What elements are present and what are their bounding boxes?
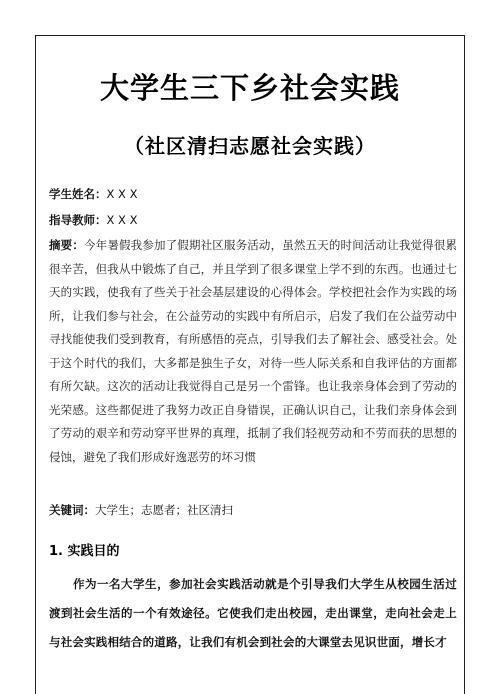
keywords	[49, 502, 233, 518]
keywords-label: 关键词：	[49, 503, 95, 517]
advisor-label: 指导教师：	[49, 213, 107, 227]
document-title: 大学生三下乡社会实践	[99, 71, 400, 105]
document-subtitle: （社区清扫志愿社会实践）	[124, 134, 376, 158]
advisor-value: X X X	[106, 213, 138, 227]
section-paragraph: 作为一名大学生，参加社会实践活动就是个引导我们大学生从校园生活过渡到社会生活的一个有效途径。它使我们走出校园，走出课堂，走向社会走上与社会实践相结合的道路，让我们有机会到社会的大课堂去见识世面，增长才	[49, 577, 457, 649]
abstract	[49, 234, 457, 469]
keywords-value: 大学生；志愿者；社区清扫	[95, 503, 233, 517]
advisor-field	[49, 212, 137, 228]
abstract-label: 摘要：	[49, 238, 84, 252]
student-name-label: 学生姓名：	[49, 187, 107, 201]
student-name-field	[49, 186, 137, 202]
section-heading: 1. 实践目的	[49, 544, 120, 559]
student-name-value: X X X	[106, 187, 138, 201]
abstract-text: 今年暑假我参加了假期社区服务活动，虽然五天的时间活动让我觉得很累很辛苦，但我从中锻炼了自己，并且学到了很多课堂上学不到的东西。也通过七天的实践，使我有了些关于社会基层建设的心得体会。学校把社会作为实践的场所，让我们参与社会，在公益劳动的实践中有所启示，启发了我们在公益劳动中寻找能使我们受到教育，有所感悟的亮点，引导我们去了解社会、感受社会。处于这个时代的我们，大多都是独生子女，对待一些人际关系和自我评估的方面都有所欠缺。这次的活动让我觉得自己是另一个雷锋。也让我亲身体会到了劳动的光荣感。这些都促进了我努力改正自身错误，正确认识自己，让我们亲身体会到了劳动的艰辛和劳动穿平世界的真理，抵制了我们轻视劳动和不劳而获的思想的侵蚀，避免了我们形成好逸恶劳的坏习惯	[49, 238, 458, 464]
